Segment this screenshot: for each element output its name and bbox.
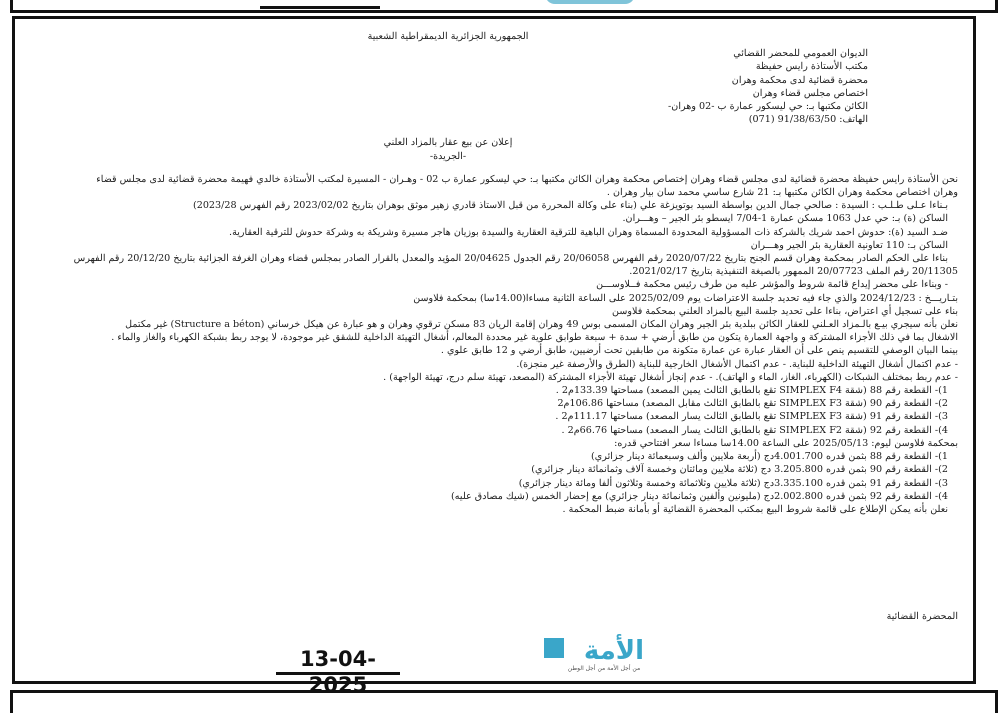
body-line: 20/11305 رقم الملف 20/07723 الممهور بالصيغة التنفيذية بتاريخ 2021/02/17. bbox=[629, 266, 958, 278]
publication-date: 13-04-2025 bbox=[276, 646, 400, 675]
next-notice-fragment bbox=[10, 690, 998, 713]
legal-notice bbox=[28, 30, 958, 640]
lot-description: 4)- القطعة رقم 92 (شقة SIMPLEX F2 تقع بالطابق الثالث يسار المصعد) مساحتها 66.76م2 . bbox=[561, 424, 948, 436]
body-line: - عدم اكتمال أشغال التهيئة الداخلية للبناية. - عدم اكتمال الأشغال الخارجية للبناية (الطرق والأرصفة غير منجزة). bbox=[516, 358, 958, 370]
body-line: بينما البيان الوصفي للتقسيم ينص على أن العقار عبارة عن عمارة متكونة من طابقين تحت أرضيين، طابق أرضي و 12 طابق علوي . bbox=[440, 345, 958, 357]
logo-wordmark: الأمة bbox=[583, 636, 645, 666]
body-line: نحن الأستاذة رايس حفيظة محضرة قضائية لدى مجلس قضاء وهران إختصاص محكمة وهران الكائن مكتبها بـ: حي ليسكور عمارة ب 02 - وهـران - المسيرة لمكتب الأستاذة خالدي فهيمة محضرة قضائية لدى مجلس قضاء bbox=[96, 173, 958, 185]
body-line: بناء على تسجيل أي اعتراض، بناءا على تحديد جلسة البيع بالمزاد العلني بمحكمة فلاوسن bbox=[612, 305, 958, 317]
lot-price: 3)- القطعة رقم 91 بثمن قدره 3.335.100دج (ثلاثة ملايين وثلاثمائة وخمسة وثلاثون ألفا ومائة دينار جزائري) bbox=[518, 477, 948, 489]
body-line: وهران اختصاص محكمة وهران الكائن مكتبها بـ: 21 شارع ساسي محمد سان بيار وهران . bbox=[606, 187, 958, 199]
body-line: - عدم ربط بمختلف الشبكات (الكهرباء، الغاز، الماء و الهاتف). - عدم إنجاز أشغال تهيئة الأجزاء المشتركة (المصعد، تهيئة سلم درج، تهيئة الواجهة) . bbox=[383, 371, 958, 383]
body-line: الساكن بـ: 110 تعاونية العقارية بئر الجير وهـــران bbox=[750, 239, 948, 251]
lot-price: 1)- القطعة رقم 88 بثمن قدره 4.001.700دج (أربعة ملايين وألف وسبعمائة دينار جزائري) bbox=[591, 451, 948, 463]
body-line: بمحكمة فلاوسن ليوم: 2025/05/13 على الساعة 14.00سا مساءا سعر افتتاحي قدره: bbox=[614, 437, 958, 449]
signature: المحضرة القضائية bbox=[886, 611, 958, 622]
header-line: الهاتف: 91/38/63/50 (071) bbox=[748, 114, 868, 126]
newspaper-label: -الجريدة- bbox=[429, 150, 467, 162]
body-line: نعلن بأنه سيجري بيـع بالـمزاد العـلني للعقار الكائن ببلدية بئر الجير وهران المكان المسمى بوس 49 وهران إقامة الريان 83 مسكن ترقوي وهران و هو عبارة عن هيكل خرساني (Structure a béton) غير مكتمل bbox=[125, 319, 958, 331]
previous-date-underline bbox=[260, 0, 380, 9]
body-line: بـناءا عـلى طـلـب : السيدة : صالحي جمال الدين بواسطة السيد بوتويزغة علي (بناء على وكالة المحررة من قبل الاستاذ قادري زهير موثق بوهران بتاريخ 2023/02/02 رقم الفهرس 2023/28) bbox=[192, 200, 948, 212]
notice-body bbox=[28, 173, 958, 516]
logo-ornament bbox=[544, 638, 564, 658]
body-line: بتـاريـــخ : 2024/12/23 والذي جاء فيه تحديد جلسة الاعتراضات يوم 2025/02/09 على الساعة الثانية مساءا(14.00سا) بمحكمة فلاوسن bbox=[413, 292, 958, 304]
previous-logo-fragment bbox=[545, 0, 635, 4]
body-line: الساكن (ة) بـ: حي عدل 1063 مسكن عمارة 1-7/04 ايسطو بئر الجير – وهـــران. bbox=[622, 213, 948, 225]
previous-notice-frame bbox=[10, 0, 998, 13]
lot-description: 2)- القطعة رقم 90 (شقة SIMPLEX F3 تقع بالطابق الثالث مقابل المصعد) مساحتها 106.86م2 bbox=[557, 398, 948, 410]
lot-price: 4)- القطعة رقم 92 بثمن قدره 2.002.800دج (مليونين وألفين وثمانمائة دينار جزائري) مع إحضار الخمس (شيك مصادق عليه) bbox=[451, 490, 948, 502]
header-line: مكتب الأستاذة رايس حفيظة bbox=[755, 61, 868, 73]
lot-description: 3)- القطعة رقم 91 (شقة SIMPLEX F3 تقع بالطابق الثالث يسار المصعد) مساحتها 111.17م2 . bbox=[555, 411, 948, 423]
header-line: الكائن مكتبها بـ: حي ليسكور عمارة ب -02 وهران- bbox=[668, 101, 868, 113]
newspaper-logo bbox=[542, 632, 664, 672]
lot-description: 1)- القطعة رقم 88 (شقة SIMPLEX F4 تقع بالطابق الثالث يمين المصعد) مساحتها 133.39م2 . bbox=[555, 385, 948, 397]
body-line: ضـد السيد (ة): حدوش احمد شريك بالشركة ذات المسؤولية المحدودة المسماة وهران الباهية للترقية العقارية والسيدة بوزيان هاجر مسيرة وشريكة به وشركة حدوش للترقية العقارية. bbox=[229, 226, 948, 238]
body-line: بناءا على الحكم الصادر بمحكمة وهران قسم الجنح بتاريخ 2020/07/22 رقم الفهرس 20/06058 رقم الجدول 20/04625 المؤيد والمعدل بالقرار الصادر بمجلس قضاء وهران الغرفة الجزائية بتاريخ 20/12/20 رقم الفهرس bbox=[73, 253, 948, 265]
logo-tagline: من أجل الأمة من أجل الوطن bbox=[567, 665, 641, 672]
lot-price: 2)- القطعة رقم 90 بثمن قدره 3.205.800 دج (ثلاثة ملايين ومائتان وخمسة آلاف وثمانمائة دينار جزائري) bbox=[531, 464, 948, 476]
header-line: الديوان العمومي للمحضر القضائي bbox=[733, 48, 868, 60]
header-line: محضرة قضائية لدى محكمة وهران bbox=[731, 74, 868, 86]
republic-heading: الجمهورية الجزائرية الديمقراطية الشعبية bbox=[367, 31, 529, 42]
body-line: - وبناءا على محضر إيداع قائمة شروط والمؤشر عليه من طرف رئيس محكمة فــلاوســـن bbox=[596, 279, 948, 291]
body-line: نعلن بأنه يمكن الإطلاع على قائمة شروط البيع بمكتب المحضرة القضائية أو بأمانة ضبط المحكمة . bbox=[562, 503, 948, 515]
newspaper-logo-graphic bbox=[542, 632, 664, 672]
bailiff-header bbox=[28, 47, 868, 126]
body-line: الاشغال بما في ذلك الأجزاء المشتركة و واجهة العمارة يتكون من طابق أرضي + سدة + سبعة طوابق علوية غير محددة المعالم، أشغال التهيئة الداخلية للشقق غير موجودة، لا يوجد ربط بشبكة الكهرباء والغاز والماء . bbox=[111, 332, 958, 344]
previous-notice-fragment bbox=[0, 0, 1008, 14]
announcement-title: إعلان عن بيع عقار بالمزاد العلني bbox=[383, 137, 513, 149]
header-line: اختصاص مجلس قضاء وهران bbox=[752, 87, 868, 99]
